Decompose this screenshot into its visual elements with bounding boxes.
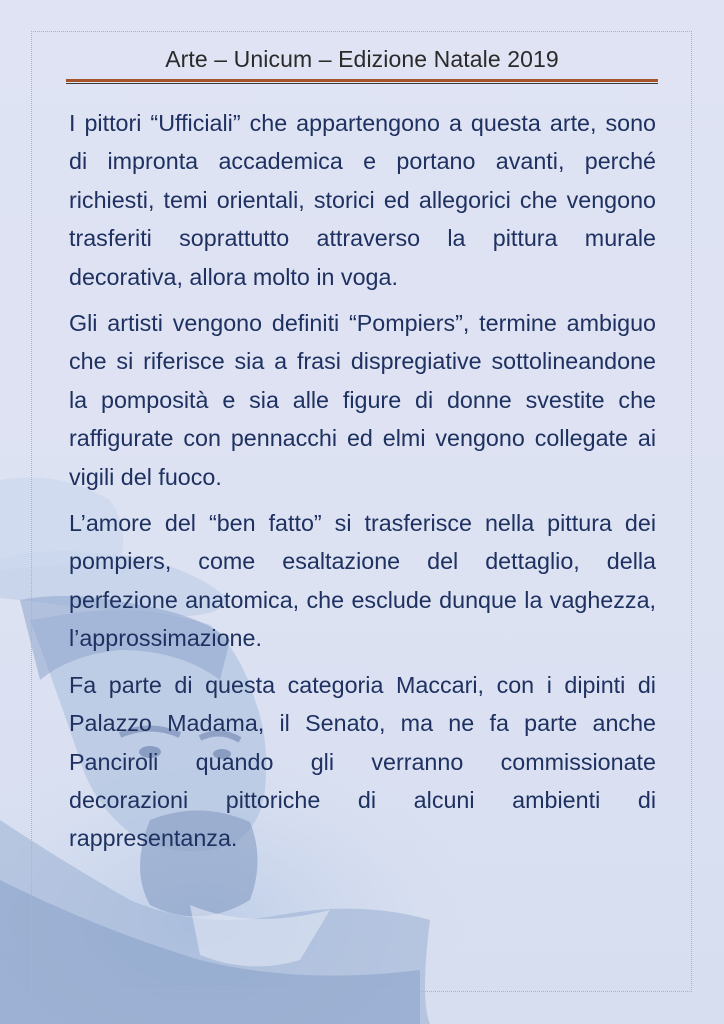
header-divider-accent: [66, 79, 658, 82]
page-header-title: Arte – Unicum – Edizione Natale 2019: [165, 46, 559, 72]
article-paragraph: Fa parte di questa categoria Maccari, con i dipinti di Palazzo Madama, il Senato, ma ne fa parte anche Panciroli quando gli verranno commissionate decorazioni pittoriche di alcuni ambienti di rappresentanza.: [69, 671, 656, 852]
article-paragraph: L’amore del “ben fatto” si trasferisce nella pittura dei pompiers, come esaltazione del dettaglio, della perfezione anatomica, che esclude dunque la vaghezza, l’approssimazione.: [69, 510, 656, 652]
header-divider-thin: [66, 83, 658, 84]
article-body: [69, 104, 656, 866]
article-paragraph: Gli artisti vengono definiti “Pompiers”, termine ambiguo che si riferisce sia a frasi dispregiative sottolineandone la pomposità e sia alle figure di donne svestite che raffigurate con pennacchi ed elmi vengono collegate ai vigili del fuoco.: [69, 310, 656, 490]
header-divider: [66, 79, 658, 85]
article-paragraph: I pittori “Ufficiali” che appartengono a questa arte, sono di impronta accademica e portano avanti, perché richiesti, temi orientali, storici ed allegorici che vengono trasferiti soprattutto attraverso la pittura murale decorativa, allora molto in voga.: [69, 110, 656, 290]
